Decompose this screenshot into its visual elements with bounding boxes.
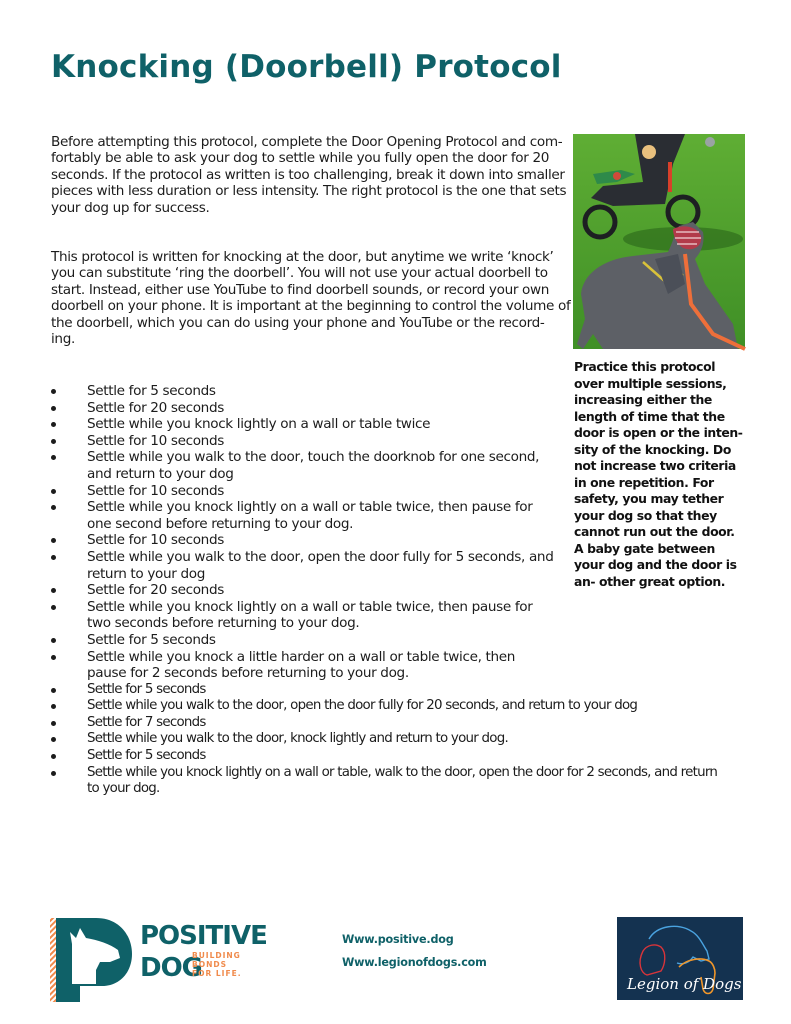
list-item	[51, 715, 751, 732]
step-text: Settle for 20 seconds	[87, 582, 224, 599]
dog-outline-red-icon	[640, 945, 665, 975]
protocol-steps-list	[51, 383, 751, 798]
dog-photo	[573, 134, 745, 349]
list-item	[51, 731, 751, 748]
bullet-icon	[51, 704, 56, 709]
logo-tagline-2: BONDS	[192, 960, 227, 969]
step-text: Settle for 7 seconds	[87, 714, 206, 730]
step-text: Settle for 10 seconds	[87, 482, 224, 499]
footer-links	[342, 933, 487, 969]
list-item	[51, 400, 751, 417]
list-item	[51, 765, 751, 798]
step-text: Settle while you walk to the door, touch the doorknob for one second, and return to your dog	[87, 449, 540, 482]
bullet-icon	[51, 771, 56, 776]
list-item	[51, 649, 751, 682]
list-item	[51, 549, 751, 582]
list-item	[51, 682, 751, 699]
list-item	[51, 449, 751, 482]
bullet-icon	[51, 439, 56, 444]
bullet-icon	[51, 721, 56, 726]
step-text: Settle while you walk to the door, knock lightly and return to your dog.	[87, 731, 508, 747]
step-text: Settle for 10 seconds	[87, 432, 224, 449]
positive-dog-link[interactable]: Www.positive.dog	[342, 933, 454, 946]
step-text: Settle for 5 seconds	[87, 383, 216, 399]
step-text: Settle for 5 seconds	[87, 681, 206, 697]
list-item	[51, 433, 751, 450]
bullet-icon	[51, 422, 56, 427]
step-text: Settle for 20 seconds	[87, 399, 224, 416]
legion-logo-text: Legion of Dogs	[627, 975, 742, 993]
bullet-icon	[51, 538, 56, 543]
list-item	[51, 383, 751, 400]
step-text: Settle for 5 seconds	[87, 748, 206, 764]
bullet-icon	[51, 505, 56, 510]
bullet-icon	[51, 638, 56, 643]
hatch-stripe	[50, 918, 56, 1002]
bullet-icon	[51, 555, 56, 560]
bullet-icon	[51, 754, 56, 759]
bullet-icon	[51, 406, 56, 411]
list-item	[51, 582, 751, 599]
step-text: Settle for 5 seconds	[87, 631, 216, 648]
intro-paragraph: Before attempting this protocol, complete the Door Opening Protocol and com- fortably be able to ask your dog to settle while you fully open the door for 20 seconds. If the protocol as written is too challenging, break it down into smaller pieces with less duration or less intensity. The right protocol is the one that sets your dog up for success.	[51, 134, 567, 216]
list-item	[51, 599, 751, 632]
list-item	[51, 483, 751, 500]
step-text: Settle while you knock lightly on a wall or table, walk to the door, open the door for 2 seconds, and return to your dog.	[87, 764, 718, 797]
step-text: Settle while you knock lightly on a wall or table twice, then pause for two seconds before returning to your dog.	[87, 598, 533, 632]
step-text: Settle while you walk to the door, open the door fully for 5 seconds, and return to your dog	[87, 548, 554, 582]
bullet-icon	[51, 489, 56, 494]
step-text: Settle while you knock a little harder on a wall or table twice, then pause for 2 seconds before returning to your dog.	[87, 648, 516, 682]
intro-paragraph: This protocol is written for knocking at the door, but anytime we write ‘knock’ you can substitute ‘ring the doorbell’. You will not use your actual doorbell to start. Instead, either use YouTube to find doorbell sounds, or record your own doorbell on your phone. It is important at the beginning to control the volume of the doorbell, which you can do using your phone and YouTube or the record- ing.	[51, 249, 571, 348]
step-text: Settle while you knock lightly on a wall or table twice, then pause for one second before returning to your dog.	[87, 499, 533, 532]
page-title: Knocking (Doorbell) Protocol	[51, 49, 562, 85]
logo-tagline-1: BUILDING	[192, 951, 241, 960]
step-text: Settle while you knock lightly on a wall or table twice	[87, 416, 431, 433]
list-item	[51, 532, 751, 549]
side-note: Practice this protocol over multiple sessions, increasing either the length of time that the door is open or the inten- sity of the knocking. Do not increase two criteria in one repetition. For safety, you may tether your dog so that they cannot run out the door. A baby gate between your dog and the door is an- other great option.	[574, 359, 743, 589]
list-item	[51, 748, 751, 765]
dog-photo-illustration	[573, 134, 745, 349]
step-text: Settle while you walk to the door, open the door fully for 20 seconds, and return to your dog	[87, 698, 638, 714]
positive-dog-logo	[50, 914, 267, 1004]
bullet-icon	[51, 389, 56, 394]
bullet-icon	[51, 605, 56, 610]
bullet-icon	[51, 688, 56, 693]
bullet-icon	[51, 655, 56, 660]
legion-of-dogs-link[interactable]: Www.legionofdogs.com	[342, 956, 487, 969]
step-text: Settle for 10 seconds	[87, 532, 224, 549]
list-item	[51, 632, 751, 649]
legion-of-dogs-logo	[617, 917, 743, 1000]
bullet-icon	[51, 737, 56, 742]
bullet-icon	[51, 588, 56, 593]
bullet-icon	[51, 455, 56, 460]
logo-tagline-3: FOR LIFE.	[192, 969, 242, 978]
list-item	[51, 499, 751, 532]
logo-word-dog: DOG	[140, 953, 203, 983]
logo-word-positive: POSITIVE	[140, 921, 267, 951]
list-item	[51, 416, 751, 433]
list-item	[51, 698, 751, 715]
